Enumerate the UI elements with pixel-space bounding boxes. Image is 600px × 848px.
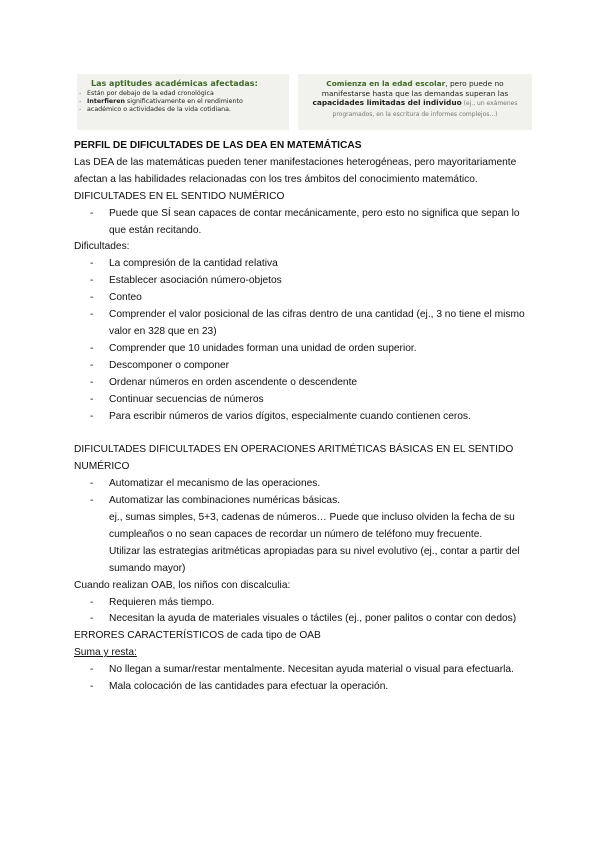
intro-paragraph: Las DEA de las matemáticas pueden tener manifestaciones heterogéneas, pero mayoritariamente afectan a las habilidades relacionadas con los tres ámbitos del conocimiento matemático. xyxy=(74,156,517,185)
aptitudes-image xyxy=(77,74,289,130)
suma-resta-label: Suma y resta: xyxy=(74,647,137,659)
aptitudes-bullet-text: significativamente en el rendimiento xyxy=(125,98,243,105)
list-item: - Puede que SÍ sean capaces de contar mecánicamente, pero esto no significa que sepan lo que están recitando. xyxy=(74,206,534,240)
spacer xyxy=(74,425,534,442)
aptitudes-bullet-line2: académico o actividades de la vida cotidiana. xyxy=(87,106,231,113)
edad-escolar-text: manifestarse hasta que las demandas superan las xyxy=(321,88,509,98)
list-item: - Comprender el valor posicional de las cifras dentro de una cantidad (ej., 3 no tiene el mismo valor en 328 que en 23) xyxy=(74,307,534,341)
section-heading: ERRORES CARACTERÍSTICOS de cada tipo de OAB xyxy=(74,630,321,642)
list-item: - Automatizar el mecanismo de las operaciones. xyxy=(74,476,534,493)
list-item: - Para escribir números de varios dígitos, especialmente cuando contienen ceros. xyxy=(74,409,534,426)
document-body xyxy=(74,138,534,696)
edad-escolar-text: capacidades limitadas del individuo xyxy=(312,98,462,107)
list-item: - Comprender que 10 unidades forman una unidad de orden superior. xyxy=(74,341,534,358)
aptitudes-bullet-continuation xyxy=(77,106,289,114)
edad-escolar-text: , pero puede no xyxy=(445,79,504,88)
list-item: - Conteo xyxy=(74,290,534,307)
list-note: ej., sumas simples, 5+3, cadenas de números… Puede que incluso olviden la fecha de su cumpleaños o no sean capaces de recordar un número de teléfono muy frecuente. xyxy=(109,512,515,540)
list-item: - Mala colocación de las cantidades para efectuar la operación. xyxy=(74,679,534,696)
dificultades-label: Dificultades: xyxy=(74,241,130,253)
list-item: - Ordenar números en orden ascendente o descendente xyxy=(74,375,534,392)
aptitudes-bullet-bold: Interfieren xyxy=(87,98,126,105)
list-item: - No llegan a sumar/restar mentalmente. Necesitan ayuda material o visual para efectuarla. xyxy=(74,662,534,679)
dificultades-list xyxy=(74,256,534,425)
aptitudes-image-title: Las aptitudes académicas afectadas: xyxy=(91,79,258,88)
aptitudes-bullet: - Están por debajo de la edad cronológica xyxy=(77,90,289,98)
list-item: - Descomponer o componer xyxy=(74,358,534,375)
list-item: - Automatizar las combinaciones numéricas básicas. xyxy=(74,493,534,510)
aptitudes-bullet xyxy=(77,98,289,106)
edad-escolar-grey-text: programados, en la escritura de informes complejos...) xyxy=(332,110,498,118)
page-title: PERFIL DE DIFICULTADES DE LAS DEA EN MATEMÁTICAS xyxy=(74,140,362,151)
list-note: Utilizar las estrategias aritméticas apropiadas para su nivel evolutivo (ej., contar a partir del sumando mayor) xyxy=(109,545,520,574)
edad-escolar-grey-text: (ej., un exámenes xyxy=(461,100,518,107)
list-item: - La compresión de la cantidad relativa xyxy=(74,256,534,273)
list-item: - Establecer asociación número-objetos xyxy=(74,273,534,290)
oab-label: Cuando realizan OAB, los niños con discalculia: xyxy=(74,579,291,591)
list-item: - Requieren más tiempo. xyxy=(74,595,534,612)
edad-escolar-image xyxy=(298,74,532,130)
list-item: - Necesitan la ayuda de materiales visuales o táctiles (ej., poner palitos o contar con dedos) xyxy=(74,611,534,628)
section-heading: DIFICULTADES EN EL SENTIDO NUMÉRICO xyxy=(74,190,285,202)
list-item: - Continuar secuencias de números xyxy=(74,392,534,409)
section-heading: DIFICULTADES DIFICULTADES EN OPERACIONES ARITMÉTICAS BÁSICAS EN EL SENTIDO NUMÉRICO xyxy=(74,444,514,473)
edad-escolar-highlight: Comienza en la edad escolar xyxy=(326,79,446,88)
